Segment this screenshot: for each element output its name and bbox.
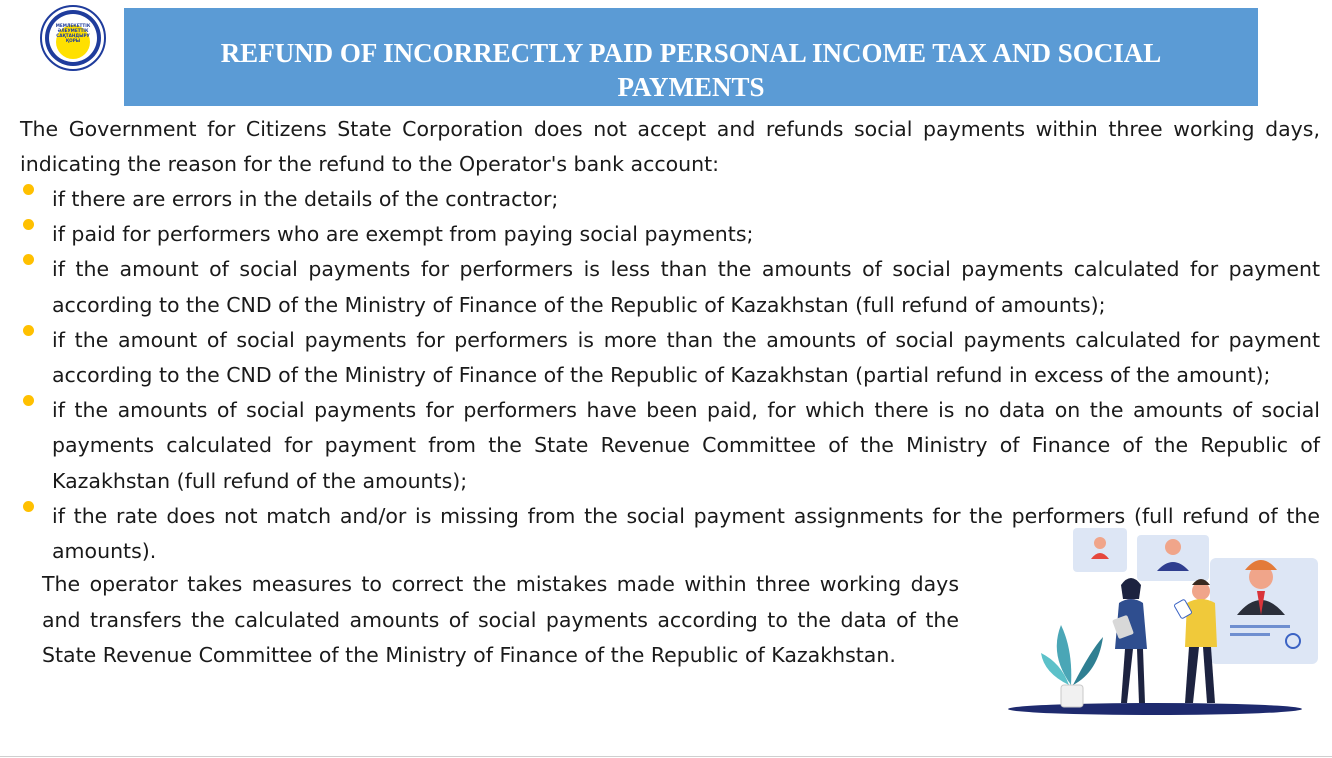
bullet-icon — [23, 219, 34, 230]
logo-text-line: САҚТАНДЫРУ — [56, 33, 90, 38]
refund-reasons-list — [20, 182, 1320, 569]
bullet-icon — [23, 395, 34, 406]
bullet-icon — [23, 325, 34, 336]
list-item-text: if paid for performers who are exempt from paying social payments; — [52, 222, 754, 247]
title-banner — [124, 8, 1258, 106]
closing-paragraph: The operator takes measures to correct the mistakes made within three working days and transfers the calculated amounts of social payments according to the data of the State Revenue Committee of the Ministry of Finance of the Republic of Kazakhstan. — [42, 572, 959, 667]
logo-text-line: ӘЛЕУМЕТТІК — [57, 28, 89, 33]
list-item — [20, 182, 1320, 217]
bottom-divider — [0, 756, 1332, 757]
list-item-text: if there are errors in the details of the contractor; — [52, 187, 559, 211]
list-item — [20, 393, 1320, 499]
list-item-text: if the amounts of social payments for performers have been paid, for which there is no data on the amounts of social payments calculated for payment from the State Revenue Committee of the Ministry of Finance of the Republic of Kazakhstan (full refund of the amounts); — [52, 398, 1320, 493]
list-item-text: if the rate does not match and/or is missing from the social payment assignments for the performers (full refund of the amounts). — [52, 503, 1320, 564]
list-item — [20, 323, 1320, 393]
organization-logo — [40, 5, 106, 71]
bullet-icon — [23, 184, 34, 195]
logo-text-line: ҚОРЫ — [65, 38, 81, 43]
list-item-text: if the amount of social payments for performers is more than the amounts of social payments calculated for payment according to the CND of the Ministry of Finance of the Republic of Kazakhstan (partial refund in excess of the amount); — [52, 327, 1320, 388]
page-title: REFUND OF INCORRECTLY PAID PERSONAL INCOME TAX AND SOCIAL PAYMENTS — [220, 38, 1162, 102]
list-item — [20, 252, 1320, 322]
intro-paragraph: The Government for Citizens State Corporation does not accept and refunds social payments within three working days, indicating the reason for the refund to the Operator's bank account: — [20, 117, 1320, 176]
bullet-icon — [23, 501, 34, 512]
business-meeting-illustration — [1005, 525, 1325, 720]
logo-text-line: МЕМЛЕКЕТТІК — [55, 23, 91, 28]
bullet-icon — [23, 254, 34, 265]
list-item-text: if the amount of social payments for performers is less than the amounts of social payments calculated for payment according to the CND of the Ministry of Finance of the Republic of Kazakhstan (full refund of amounts); — [52, 257, 1320, 317]
list-item — [20, 217, 1320, 252]
